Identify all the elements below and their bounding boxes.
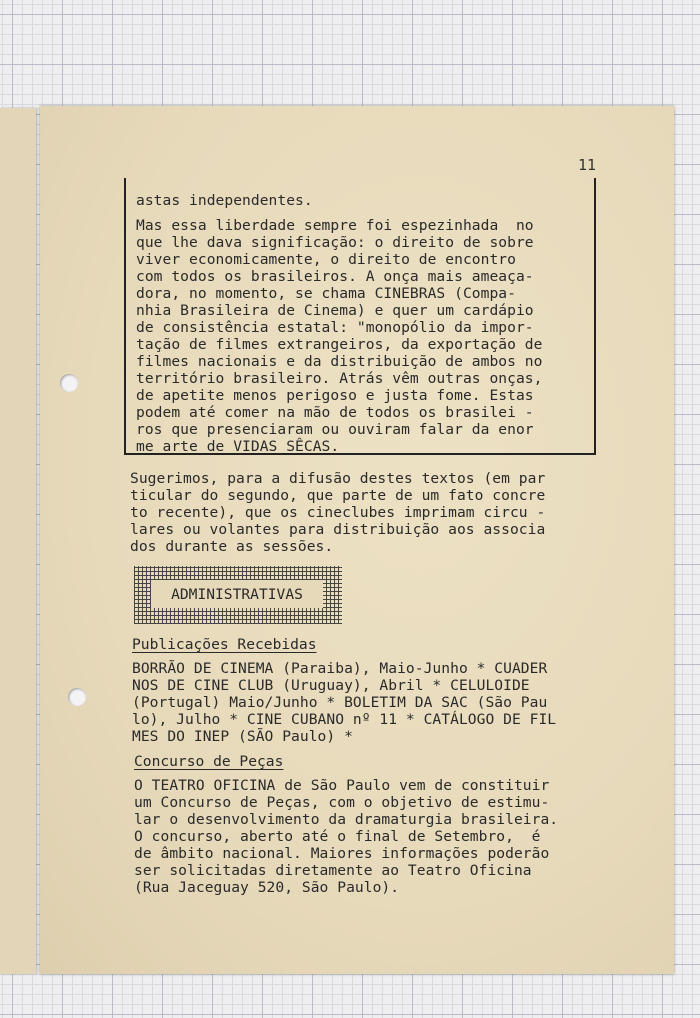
boxed-text-line: dora, no momento, se chama CINEBRAS (Compa- xyxy=(136,285,516,302)
suggestion-line: Sugerimos, para a difusão destes textos (em par xyxy=(130,470,546,487)
publications-line: lo), Julho * CINE CUBANO nº 11 * CATÁLOGO DE FIL xyxy=(132,711,557,728)
contest-line: O TEATRO OFICINA de São Paulo vem de constituir xyxy=(134,777,550,794)
contest-line: de âmbito nacional. Maiores informações poderão xyxy=(134,845,550,862)
boxed-text-line: nhia Brasileira de Cinema) e quer um cardápio xyxy=(136,302,534,319)
boxed-text-line: de consistência estatal: "monopólio da impor- xyxy=(136,319,534,336)
publications-line: MES DO INEP (SÃO Paulo) * xyxy=(132,728,353,745)
boxed-text-line: viver economicamente, o direito de encontro xyxy=(136,251,516,268)
boxed-text-line: com todos os brasileiros. A onça mais ameaça- xyxy=(136,268,534,285)
suggestion-line: lares ou volantes para distribuição aos associa xyxy=(130,521,546,538)
contest-heading: Concurso de Peças xyxy=(134,753,284,770)
suggestion-line: ticular do segundo, que parte de um fato concre xyxy=(130,487,546,504)
contest-line: ser solicitadas diretamente ao Teatro Oficina xyxy=(134,862,532,879)
boxed-text-line: me arte de VIDAS SÊCAS. xyxy=(136,438,340,455)
publications-line: BORRÃO DE CINEMA (Paraiba), Maio-Junho * CUADER xyxy=(132,660,548,677)
boxed-text-line: que lhe dava significação: o direito de sobre xyxy=(136,234,534,251)
suggestion-line: dos durante as sessões. xyxy=(130,538,334,555)
boxed-text-line: tação de filmes extrangeiros, da exportação de xyxy=(136,336,543,353)
publications-heading: Publicações Recebidas xyxy=(132,636,317,653)
boxed-text-line: território brasileiro. Atrás vêm outras onças, xyxy=(136,370,543,387)
section-title: ADMINISTRATIVAS xyxy=(171,585,303,603)
administrativas-banner xyxy=(134,566,342,624)
contest-line: um Concurso de Peças, com o objetivo de estimu- xyxy=(134,794,550,811)
administrativas-label-box xyxy=(151,580,323,608)
contest-line: (Rua Jaceguay 520, São Paulo). xyxy=(134,879,400,896)
boxed-text-line: ros que presenciaram ou ouviram falar da enor xyxy=(136,421,534,438)
suggestion-line: to recente), que os cineclubes imprimam circu - xyxy=(130,504,546,521)
boxed-text-line: astas independentes. xyxy=(136,192,313,209)
binder-hole xyxy=(68,688,86,706)
boxed-text-line: de apetite menos perigoso e justa fome. Estas xyxy=(136,387,534,404)
boxed-text-line: podem até comer na mão de todos os brasilei - xyxy=(136,404,534,421)
boxed-text-line: Mas essa liberdade sempre foi espezinhada no xyxy=(136,217,534,234)
contest-line: O concurso, aberto até o final de Setembro, é xyxy=(134,828,541,845)
contest-line: lar o desenvolvimento da dramaturgia brasileira. xyxy=(134,811,559,828)
publications-line: NOS DE CINE CLUB (Uruguay), Abril * CELULOIDE xyxy=(132,677,530,694)
binder-hole xyxy=(60,374,78,392)
publications-line: (Portugal) Maio/Junho * BOLETIM DA SAC (São Pau xyxy=(132,694,548,711)
boxed-text-line: filmes nacionais e da distribuição de ambos no xyxy=(136,353,543,370)
previous-page-edge xyxy=(0,108,36,974)
page-number: 11 xyxy=(578,156,597,174)
